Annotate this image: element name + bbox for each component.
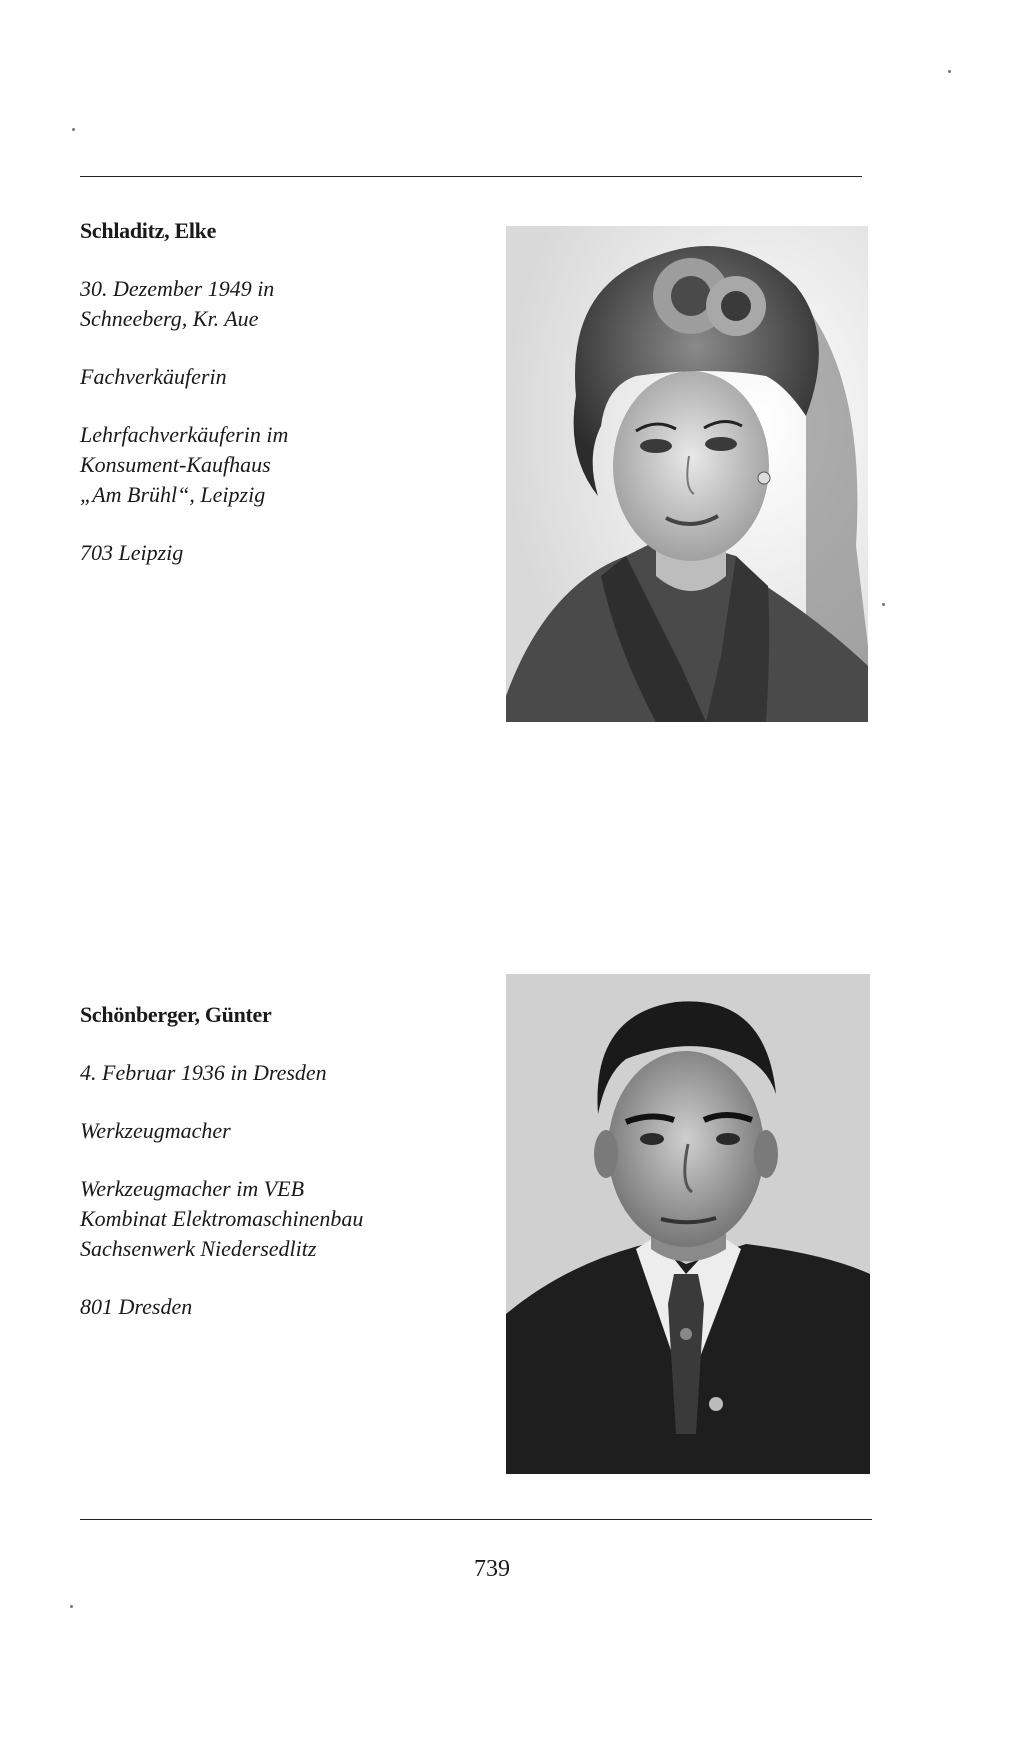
entry-schoenberger	[80, 1002, 480, 1350]
portrait-photo-schoenberger	[506, 974, 870, 1474]
page-number: 739	[474, 1556, 510, 1582]
scan-speck	[72, 128, 75, 131]
bottom-rule	[80, 1519, 872, 1520]
portrait-woman-illustration	[506, 226, 868, 722]
top-rule	[80, 176, 862, 177]
scan-speck	[882, 603, 885, 606]
entry-name: Schladitz, Elke	[80, 218, 217, 243]
entry-occupation: Fachverkäuferin	[80, 364, 227, 389]
entry-birth: 30. Dezember 1949 in Schneeberg, Kr. Aue	[80, 276, 275, 331]
scan-speck	[70, 1605, 73, 1608]
scan-speck	[948, 70, 951, 73]
entry-occupation: Werkzeugmacher	[80, 1118, 231, 1143]
portrait-man-illustration	[506, 974, 870, 1474]
entry-address: 801 Dresden	[80, 1294, 193, 1319]
entry-name: Schönberger, Günter	[80, 1002, 272, 1027]
entry-birth: 4. Februar 1936 in Dresden	[80, 1060, 327, 1085]
entry-schladitz	[80, 218, 480, 596]
entry-position: Werkzeugmacher im VEB Kombinat Elektromaschinenbau Sachsenwerk Niedersedlitz	[80, 1176, 364, 1261]
entry-address: 703 Leipzig	[80, 540, 184, 565]
portrait-photo-schladitz	[506, 226, 868, 722]
entry-position: Lehrfachverkäuferin im Konsument-Kaufhaus „Am Brühl“, Leipzig	[80, 422, 289, 507]
